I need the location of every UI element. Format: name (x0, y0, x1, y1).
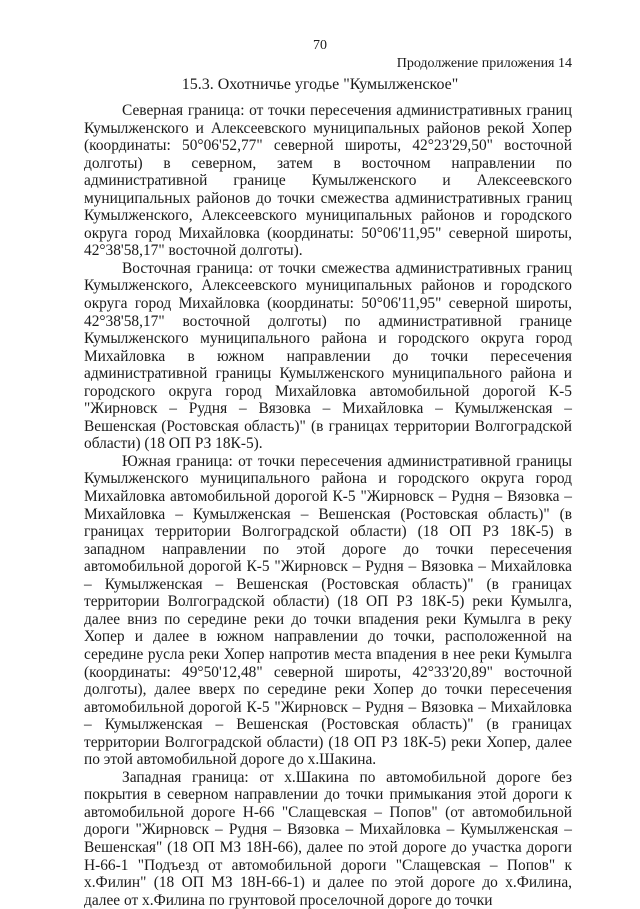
section-title: 15.3. Охотничье угодье "Кумылженское" (181, 76, 459, 93)
document-body (84, 102, 572, 909)
paragraph-southern-boundary: Южная граница: от точки пересечения административной границы Кумылженского муниципального района и городского округа город Михайловка автомобильной дорогой К-5 "Жирновск – Рудня – Вязовка – Михайловка – Кумылженская – Вешенская (Ростовская область)" (в границах территории Волгоградской области) (18 ОП РЗ 18К-5) в западном направлении по этой дороге до точки пересечения автомобильной дорогой К-5 "Жирновск – Рудня – Вязовка – Михайловка – Кумылженская – Вешенская (Ростовская область)" (в границах территории Волгоградской области) (18 ОП РЗ 18К-5) реки Кумылга, далее вниз по середине реки до точки впадения реки Кумылга в реку Хопер и далее в южном направлении до точки, расположенной на середине русла реки Хопер напротив места впадения в нее реки Кумылга (координаты: 49°50'12,48" северной широты, 42°33'20,89" восточной долготы), далее вверх по середине реки Хопер до точки пересечения автомобильной дорогой К-5 "Жирновск – Рудня – Вязовка – Михайловка – Кумылженская – Вешенская (Ростовская область)" (в границах территории Волгоградской области) (18 ОП РЗ 18К-5) реки Хопер, далее по этой автомобильной дороге до х.Шакина. (84, 452, 572, 769)
paragraph-northern-boundary: Северная граница: от точки пересечения административных границ Кумылженского и Алексеевского муниципальных районов рекой Хопер (координаты: 50°06'52,77" северной широты, 42°23'29,50" восточной долготы) в северном, затем в восточном направлении по административной границе Кумылженского и Алексеевского муниципальных районов до точки смежества административных границ Кумылженского, Алексеевского муниципальных районов и городского округа город Михайловка (координаты: 50°06'11,95" северной широты, 42°38'58,17" восточной долготы). (84, 102, 572, 260)
paragraph-eastern-boundary: Восточная граница: от точки смежества административных границ Кумылженского, Алексеевского муниципальных районов и городского округа город Михайловка (координаты: 50°06'11,95" северной широты, 42°38'58,17" восточной долготы) по административной границе Кумылженского муниципального района и городского округа город Михайловка в южном направлении до точки пересечения административной границы Кумылженского муниципального района и городского округа город Михайловка автомобильной дорогой К-5 "Жирновск – Рудня – Вязовка – Михайловка – Кумылженская – Вешенская (Ростовская область)" (в границах территории Волгоградской области) (18 ОП РЗ 18К-5). (84, 259, 572, 453)
paragraph-western-boundary: Западная граница: от х.Шакина по автомобильной дороге без покрытия в северном направлении до точки примыкания этой дороги к автомобильной дороге Н-66 "Слащевская – Попов" (от автомобильной дороги "Жирновск – Рудня – Вязовка – Михайловка – Кумылженская – Вешенская" (18 ОП МЗ 18Н-66), далее по этой дороге до участка дороги Н-66-1 "Подъезд от автомобильной дороги "Слащевская – Попов" к х.Филин" (18 ОП МЗ 18Н-66-1) и далее по этой дороге до х.Филина, далее от х.Филина по грунтовой проселочной дороге до точки (84, 768, 572, 909)
page-number: 70 (313, 38, 327, 53)
appendix-continuation-note: Продолжение приложения 14 (396, 56, 572, 71)
